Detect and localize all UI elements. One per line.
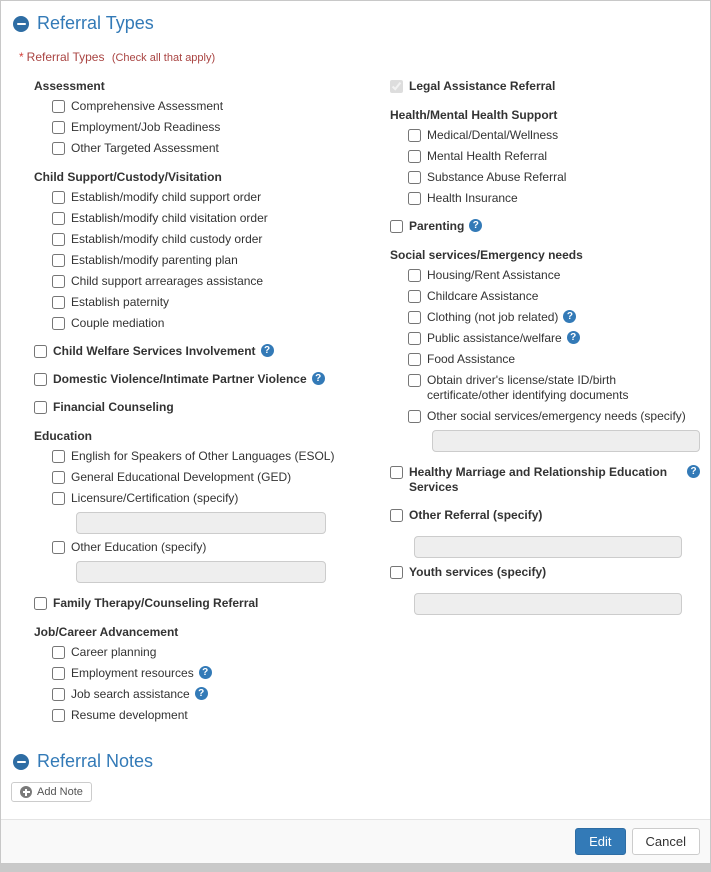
group-title: Health/Mental Health Support [390, 108, 558, 122]
checkbox-label: Mental Health Referral [427, 149, 548, 163]
checkbox-item[interactable] [52, 120, 367, 135]
checkbox-label: Establish/modify parenting plan [71, 253, 238, 267]
group-title: Job/Career Advancement [34, 625, 179, 639]
checkbox-label: Licensure/Certification (specify) [71, 491, 239, 505]
checkbox-item[interactable] [34, 400, 367, 415]
checkbox-item-with-input [52, 491, 367, 534]
checkbox[interactable] [408, 192, 421, 205]
specify-input[interactable] [414, 593, 682, 615]
checkbox[interactable] [52, 688, 65, 701]
checkbox[interactable] [408, 410, 421, 423]
checkbox-item[interactable] [34, 596, 367, 611]
checkbox-label: Establish/modify child visitation order [71, 211, 268, 225]
checkbox-item[interactable] [408, 373, 700, 403]
checkbox-label: Job search assistance [71, 687, 190, 701]
checkbox[interactable] [408, 129, 421, 142]
checkbox-item-with-input [390, 565, 700, 615]
checkbox[interactable] [52, 646, 65, 659]
notes-toolbar [1, 776, 710, 819]
checkbox[interactable] [34, 345, 47, 358]
checkbox[interactable] [408, 150, 421, 163]
checkbox-label: General Educational Development (GED) [71, 470, 292, 484]
checkbox-item[interactable] [408, 409, 700, 424]
checkbox[interactable] [52, 296, 65, 309]
checkbox-label: Establish/modify child custody order [71, 232, 263, 246]
checkbox[interactable] [52, 275, 65, 288]
plus-icon [20, 786, 32, 798]
checkbox-label: Other Education (specify) [71, 540, 207, 554]
checkbox-label: Substance Abuse Referral [427, 170, 567, 184]
checkbox[interactable] [408, 269, 421, 282]
checkbox[interactable] [408, 290, 421, 303]
checkbox-label: Financial Counseling [53, 400, 174, 414]
group-title: Social services/Emergency needs [390, 248, 583, 262]
page-background-strip [0, 864, 711, 872]
checkbox-label: English for Speakers of Other Languages (ESOL) [71, 449, 335, 463]
checkbox-item-with-input [52, 540, 367, 583]
help-icon[interactable]: ? [563, 310, 576, 323]
checkbox-label: Employment resources [71, 666, 194, 680]
checkbox-item[interactable] [52, 232, 367, 247]
checkbox[interactable] [408, 171, 421, 184]
checkbox[interactable] [52, 212, 65, 225]
checkbox[interactable] [52, 191, 65, 204]
checkbox[interactable] [408, 353, 421, 366]
group-title: Child Support/Custody/Visitation [34, 170, 222, 184]
checkbox-item[interactable] [52, 274, 367, 289]
specify-input[interactable] [432, 430, 700, 452]
collapse-referral-notes-icon[interactable] [13, 754, 29, 770]
checkbox-label: Child support arrearages assistance [71, 274, 264, 288]
required-field-label: Referral Types [26, 50, 105, 64]
checkbox-item[interactable] [52, 491, 367, 506]
add-note-button[interactable] [11, 782, 92, 802]
checkbox-item[interactable] [52, 540, 367, 555]
checkbox-item[interactable] [52, 449, 367, 464]
checkbox-label: Childcare Assistance [427, 289, 539, 303]
checkbox-label: Comprehensive Assessment [71, 99, 224, 113]
checkbox-item[interactable] [390, 508, 700, 523]
checkbox-item[interactable] [34, 372, 367, 387]
group-items [390, 128, 700, 206]
checkbox[interactable] [52, 317, 65, 330]
help-icon[interactable]: ? [195, 687, 208, 700]
checkbox-label: Establish paternity [71, 295, 170, 309]
checkbox-label: Medical/Dental/Wellness [427, 128, 559, 142]
required-field-row [1, 38, 710, 66]
edit-button[interactable]: Edit [575, 828, 625, 855]
checkbox-item[interactable] [52, 666, 367, 681]
checkbox[interactable] [408, 374, 421, 387]
checkbox-label: Parenting [409, 219, 465, 233]
checkbox-label: Housing/Rent Assistance [427, 268, 561, 282]
checkbox [390, 80, 403, 93]
checkbox[interactable] [408, 332, 421, 345]
cancel-button[interactable]: Cancel [632, 828, 700, 855]
checkbox-label: Resume development [71, 708, 188, 722]
checkbox[interactable] [52, 709, 65, 722]
help-icon[interactable]: ? [261, 344, 274, 357]
group-items [34, 99, 367, 156]
help-icon[interactable]: ? [199, 666, 212, 679]
checkbox-label: Other Targeted Assessment [71, 141, 219, 155]
checkbox-item[interactable] [408, 310, 700, 325]
checkbox-item[interactable] [52, 190, 367, 205]
checkbox-item[interactable] [52, 99, 367, 114]
required-asterisk: * [19, 50, 24, 64]
checkbox-label: Child Welfare Services Involvement [53, 344, 256, 358]
checkbox-item[interactable] [52, 708, 367, 723]
group-items [34, 645, 367, 723]
help-icon[interactable]: ? [567, 331, 580, 344]
checkbox-item[interactable] [390, 219, 700, 234]
checkbox[interactable] [390, 466, 403, 479]
checkbox-item[interactable] [52, 141, 367, 156]
checkbox-item[interactable] [408, 191, 700, 206]
checkbox[interactable] [52, 492, 65, 505]
checkbox-label: Public assistance/welfare [427, 331, 562, 345]
checkbox-label: Other Referral (specify) [409, 508, 543, 522]
checkbox[interactable] [34, 373, 47, 386]
checkbox-item[interactable] [408, 170, 700, 185]
checkbox-item[interactable] [408, 128, 700, 143]
checkbox-item[interactable] [52, 211, 367, 226]
checkbox[interactable] [408, 311, 421, 324]
group-title: Education [34, 429, 93, 443]
checkbox[interactable] [52, 450, 65, 463]
checkbox-item[interactable] [408, 268, 700, 283]
group-items [34, 449, 367, 583]
add-note-label: Add Note [37, 786, 83, 798]
checkbox[interactable] [390, 509, 403, 522]
checkbox-label: Health Insurance [427, 191, 518, 205]
checkbox[interactable] [34, 401, 47, 414]
checkbox[interactable] [52, 471, 65, 484]
checkbox-item[interactable] [52, 470, 367, 485]
checkbox-item[interactable] [390, 565, 700, 580]
checkbox-label: Youth services (specify) [409, 565, 547, 579]
checkbox-item[interactable] [52, 645, 367, 660]
checkbox-item[interactable] [52, 687, 367, 702]
checkbox[interactable] [52, 142, 65, 155]
checkbox-label: Career planning [71, 645, 157, 659]
specify-input[interactable] [414, 536, 682, 558]
group-title: Assessment [34, 79, 105, 93]
checkbox-item[interactable] [390, 465, 700, 495]
checkbox-label: Clothing (not job related) [427, 310, 559, 324]
checkbox-columns [1, 66, 710, 739]
checkbox-label: Food Assistance [427, 352, 516, 366]
checkbox[interactable] [52, 121, 65, 134]
checkbox-label: Other social services/emergency needs (specify) [427, 409, 686, 423]
checkbox[interactable] [390, 220, 403, 233]
checkbox-label: Couple mediation [71, 316, 165, 330]
checkbox[interactable] [52, 233, 65, 246]
checkbox-item[interactable] [408, 149, 700, 164]
specify-input[interactable] [76, 512, 326, 534]
required-field-hint: (Check all that apply) [111, 52, 216, 64]
checkbox[interactable] [52, 541, 65, 554]
checkbox-label: Family Therapy/Counseling Referral [53, 596, 259, 610]
specify-input[interactable] [76, 561, 326, 583]
checkbox-label: Employment/Job Readiness [71, 120, 221, 134]
section-header-referral-types [1, 1, 710, 38]
column-right [367, 72, 700, 729]
checkbox[interactable] [390, 566, 403, 579]
checkbox-item[interactable] [408, 352, 700, 367]
group-items [34, 190, 367, 331]
checkbox-item[interactable] [408, 289, 700, 304]
checkbox-item-with-input [408, 409, 700, 452]
checkbox-item-with-input [390, 508, 700, 558]
checkbox-item[interactable] [52, 316, 367, 331]
checkbox-item[interactable] [52, 253, 367, 268]
checkbox-label: Establish/modify child support order [71, 190, 262, 204]
collapse-referral-types-icon[interactable] [13, 16, 29, 32]
checkbox-item[interactable] [390, 79, 700, 94]
checkbox[interactable] [52, 254, 65, 267]
section-title-referral-types: Referral Types [37, 13, 154, 33]
help-icon[interactable]: ? [469, 219, 482, 232]
help-icon[interactable]: ? [687, 465, 700, 478]
group-items [390, 268, 700, 452]
column-left [34, 72, 367, 729]
checkbox-item[interactable] [34, 344, 367, 359]
section-header-referral-notes [1, 739, 710, 776]
checkbox-label: Healthy Marriage and Relationship Education Services [409, 465, 668, 494]
footer-actions [1, 819, 710, 863]
checkbox-item[interactable] [408, 331, 700, 346]
checkbox[interactable] [34, 597, 47, 610]
checkbox-item[interactable] [52, 295, 367, 310]
section-title-referral-notes: Referral Notes [37, 751, 154, 771]
checkbox-label: Legal Assistance Referral [409, 79, 556, 93]
checkbox-label: Obtain driver's license/state ID/birth certificate/other identifying documents [427, 373, 629, 402]
checkbox[interactable] [52, 667, 65, 680]
help-icon[interactable]: ? [312, 372, 325, 385]
checkbox[interactable] [52, 100, 65, 113]
checkbox-label: Domestic Violence/Intimate Partner Violence [53, 372, 307, 386]
